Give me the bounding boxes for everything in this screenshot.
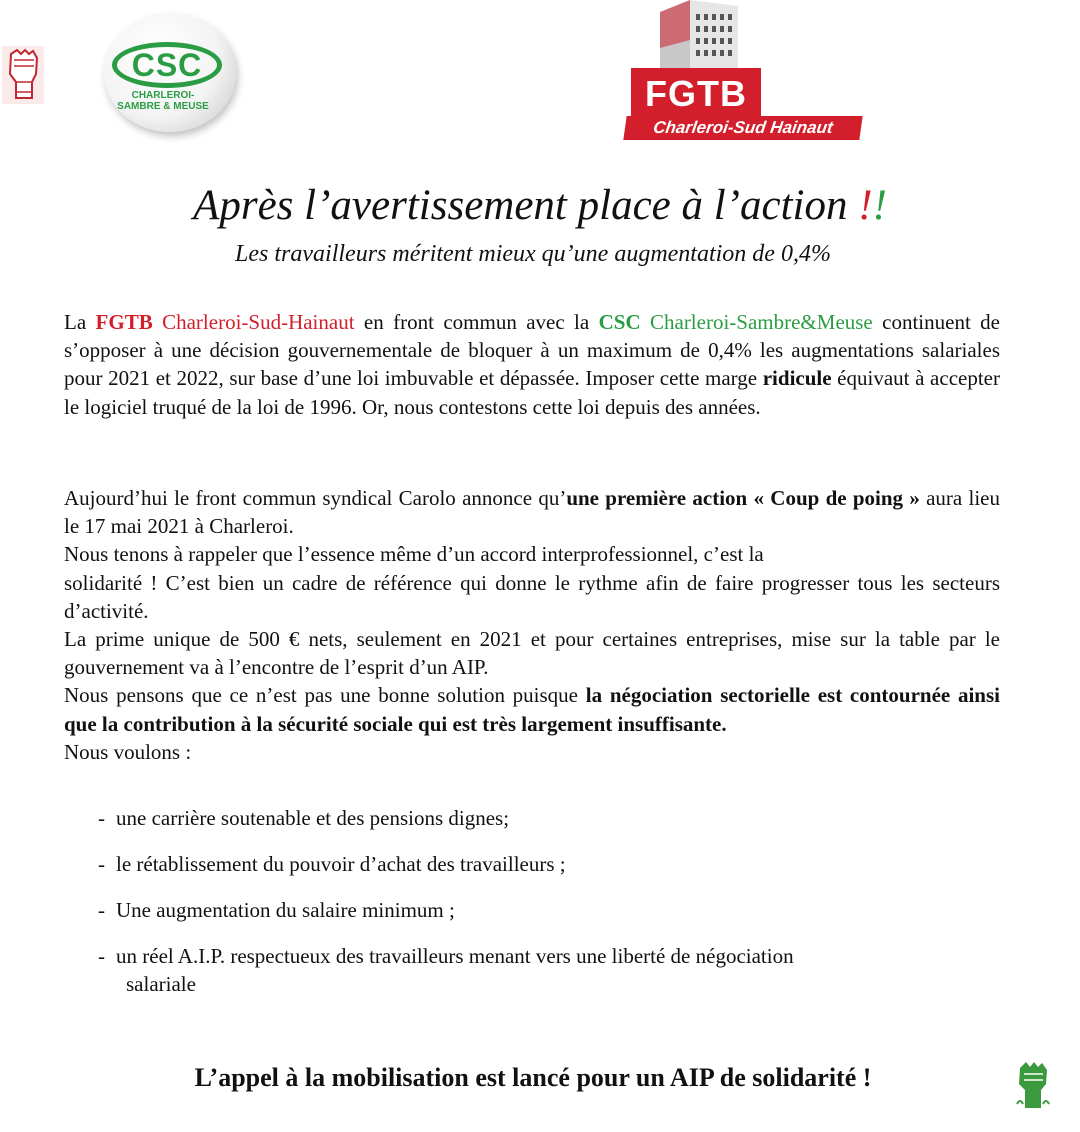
bullet-dash: - <box>98 806 105 830</box>
list-item <box>98 942 958 998</box>
green-fist-logo <box>1012 1058 1054 1112</box>
list-item-text: un réel A.I.P. respectueux des travailleurs menant vers une liberté de négociation <box>116 944 794 968</box>
title-exclamation-red: ! <box>858 182 873 229</box>
csc-logo-subtext <box>104 90 222 112</box>
intro-csc-region: Charleroi-Sambre&Meuse <box>640 310 873 334</box>
bullet-dash: - <box>98 852 105 876</box>
red-fist-logo <box>2 46 44 104</box>
page-subtitle: Les travailleurs méritent mieux qu’une augmentation de 0,4% <box>235 241 831 267</box>
intro-paragraph <box>64 308 1000 421</box>
csc-logo-subtext-value: CHARLEROI- SAMBRE & MEUSE <box>117 90 209 112</box>
list-item <box>98 896 958 924</box>
bullet-dash: - <box>98 944 105 968</box>
csc-logo <box>104 14 236 132</box>
intro-fgtb: FGTB <box>95 310 153 334</box>
action-text-bold: une première action « Coup de poing » <box>566 486 920 510</box>
action-announcement <box>64 484 1000 540</box>
csc-logo-text: CSC <box>112 42 222 88</box>
intro-text-4: équivaut à accepter le logiciel truqué de la loi de 1996. Or, nous contestons cette loi depuis des années. <box>64 366 1000 419</box>
list-item <box>98 804 958 832</box>
intro-text-2: en front commun avec la <box>354 310 599 334</box>
intro-text-1: La <box>64 310 96 334</box>
list-item <box>98 850 958 878</box>
intro-fgtb-region: Charleroi-Sud-Hainaut <box>152 310 355 334</box>
solidarity-line-2: solidarité ! C’est bien un cadre de référence qui donne le rythme afin de faire progresser tous les secteurs d’activité. <box>64 570 1000 623</box>
solidarity-line-1: Nous tenons à rappeler que l’essence même d’un accord interprofessionnel, c’est la <box>64 542 764 567</box>
list-item-text: Une augmentation du salaire minimum ; <box>116 898 455 922</box>
prime-paragraph: La prime unique de 500 € nets, seulement en 2021 et pour certaines entreprises, mise sur la table par le gouvernement va à l’encontre de l’esprit d’un AIP. <box>64 627 1000 680</box>
intro-text-3: continuent de s’opposer à une décision gouvernementale de bloquer à un maximum de 0,4% les augmentations salariales pour 2021 et 2022, sur base d’une loi imbuvable et dépassée. Imposer cette marge <box>64 310 1000 391</box>
closing-statement: L’appel à la mobilisation est lancé pour un AIP de solidarité ! <box>194 1063 872 1092</box>
list-item-text-continuation: salariale <box>126 972 196 996</box>
action-text-1: Aujourd’hui le front commun syndical Carolo annonce qu’ <box>64 486 567 510</box>
list-item-text: le rétablissement du pouvoir d’achat des travailleurs ; <box>116 852 566 876</box>
body-paragraph <box>64 484 1000 766</box>
list-item-text: une carrière soutenable et des pensions dignes; <box>116 806 510 830</box>
page-title-text: Après l’avertissement place à l’action <box>193 182 859 229</box>
title-exclamation-green: ! <box>872 182 887 229</box>
negotiation-text-bold: la négociation sectorielle est contournée ainsi que la contribution à la sécurité sociale qui est très largement insuffisante. <box>64 683 1000 736</box>
bullet-dash: - <box>98 898 105 922</box>
intro-csc: CSC <box>598 310 641 334</box>
intro-ridicule: ridicule <box>762 366 832 391</box>
fgtb-logo-subtext: Charleroi-Sud Hainaut <box>623 116 862 140</box>
negotiation-text: Nous pensons que ce n’est pas une bonne solution puisque <box>64 683 586 708</box>
fgtb-logo-text: FGTB <box>631 68 761 118</box>
action-text-2: aura lieu le 17 mai 2021 à Charleroi. <box>64 486 1001 539</box>
negotiation-paragraph <box>64 681 1000 737</box>
page-title <box>0 180 1080 232</box>
demands-intro: Nous voulons : <box>64 739 192 764</box>
